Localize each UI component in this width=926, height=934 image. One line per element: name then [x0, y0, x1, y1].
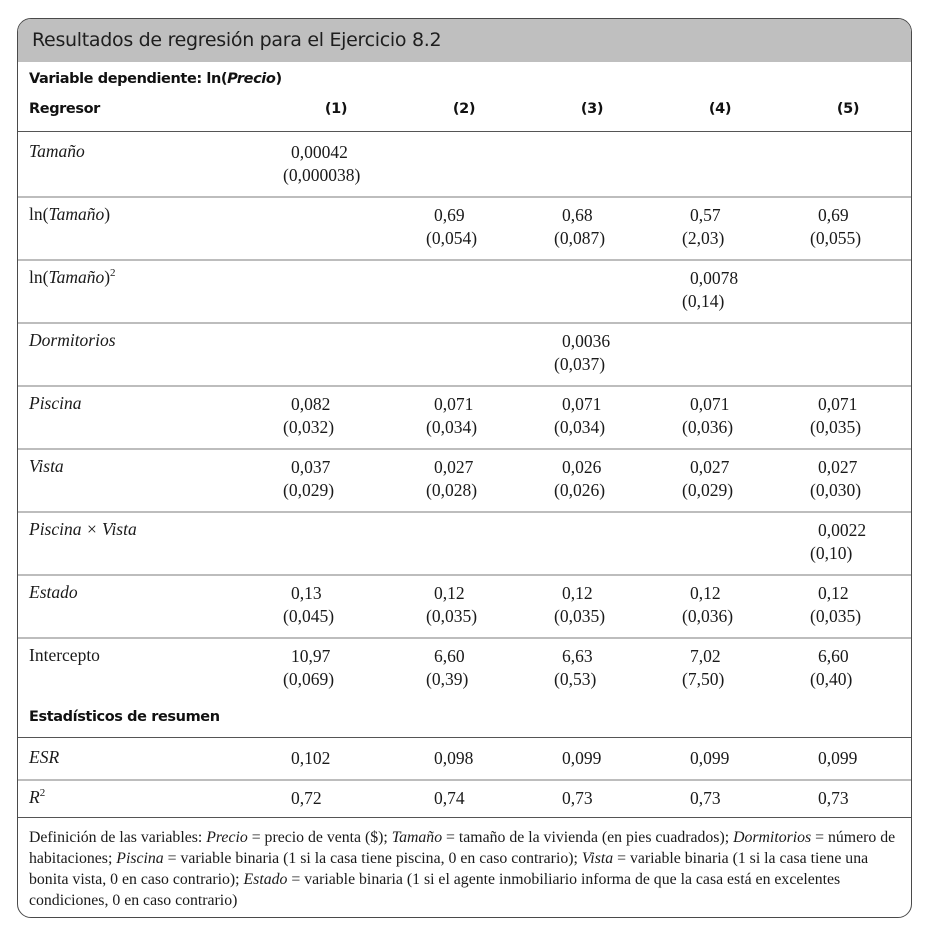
- footnote-text: = número de habitaciones;: [29, 829, 896, 867]
- column-header-4: (4): [708, 101, 732, 117]
- coefficient-value: 0,071: [562, 394, 602, 414]
- coefficient-cell: [554, 456, 605, 502]
- variable-name: Tamaño: [48, 204, 105, 224]
- variable-name: Estado: [243, 871, 288, 888]
- statistic-value: 0,099: [562, 748, 602, 768]
- coefficient-cell: [554, 393, 605, 439]
- standard-error: (0,000038): [283, 165, 361, 185]
- label-prefix: ln(: [29, 204, 49, 224]
- standard-error: (0,14): [682, 291, 725, 311]
- statistic-label: [29, 787, 45, 808]
- statistic-name: R: [29, 787, 40, 807]
- column-header-1: (1): [324, 101, 348, 117]
- coefficient-value: 0,69: [818, 205, 849, 225]
- coefficient-value: 0,57: [690, 205, 721, 225]
- superscript: 2: [110, 267, 116, 280]
- footnote-rule: [18, 817, 911, 818]
- coefficient-cell: [554, 204, 605, 250]
- standard-error: (0,035): [810, 417, 862, 437]
- statistic-value: 0,098: [434, 748, 474, 768]
- dependent-variable-label: Variable dependiente: ln(Precio): [29, 71, 282, 87]
- regressor-row: [18, 133, 911, 196]
- standard-error: (0,028): [426, 480, 478, 500]
- label-suffix: ): [104, 267, 111, 287]
- regressor-row: [18, 385, 911, 448]
- summary-row: [18, 739, 911, 779]
- statistic-value: 0,099: [818, 748, 858, 768]
- column-header-2: (2): [452, 101, 476, 117]
- coefficient-value: 0,026: [562, 457, 602, 477]
- standard-error: (0,055): [810, 228, 862, 248]
- coefficient-value: 0,12: [434, 583, 465, 603]
- coefficient-value: 0,12: [690, 583, 721, 603]
- variable-name: Tamaño: [29, 141, 85, 161]
- coefficient-cell: [554, 330, 610, 376]
- coefficient-cell: [810, 645, 852, 691]
- label-suffix: ): [104, 204, 111, 224]
- coefficient-cell: [810, 519, 866, 565]
- variable-name: Tamaño: [391, 829, 443, 846]
- regressor-row: [18, 322, 911, 385]
- footnote-text: = variable binaria (1 si la casa tiene piscina, 0 en caso contrario);: [163, 850, 582, 867]
- standard-error: (0,069): [283, 669, 335, 689]
- variable-name: Vista: [29, 456, 64, 476]
- variable-name: Piscina × Vista: [29, 519, 137, 539]
- coefficient-cell: [283, 141, 360, 187]
- coefficient-value: 0,13: [291, 583, 322, 603]
- statistic-value: 0,102: [291, 748, 331, 768]
- standard-error: (0,036): [682, 417, 734, 437]
- statistic-value: 0,73: [818, 788, 849, 808]
- header-rule: [18, 131, 911, 132]
- statistic-value: 0,73: [562, 788, 593, 808]
- coefficient-value: 0,071: [434, 394, 474, 414]
- regressor-row: [18, 196, 911, 259]
- label-prefix: Intercepto: [29, 645, 100, 665]
- coefficient-cell: [426, 645, 468, 691]
- column-header-row: [18, 101, 911, 131]
- standard-error: (0,026): [554, 480, 606, 500]
- column-header-5: (5): [836, 101, 860, 117]
- statistic-value: 0,099: [690, 748, 730, 768]
- standard-error: (0,032): [283, 417, 335, 437]
- standard-error: (0,037): [554, 354, 606, 374]
- coefficient-value: 0,027: [818, 457, 858, 477]
- regressor-label: [29, 330, 116, 351]
- variable-name: Vista: [581, 850, 614, 867]
- variable-name: Dormitorios: [29, 330, 116, 350]
- footnote-text: Definición de las variables:: [29, 829, 207, 846]
- standard-error: (0,035): [426, 606, 478, 626]
- variable-name: Dormitorios: [733, 829, 812, 846]
- standard-error: (0,035): [554, 606, 606, 626]
- coefficient-value: 0,027: [434, 457, 474, 477]
- regressor-row: [18, 259, 911, 322]
- coefficient-value: 0,12: [818, 583, 849, 603]
- coefficient-cell: [810, 393, 861, 439]
- coefficient-value: 0,071: [818, 394, 858, 414]
- summary-row: [18, 779, 911, 819]
- standard-error: (0,054): [426, 228, 478, 248]
- coefficient-cell: [810, 456, 861, 502]
- coefficient-value: 0,071: [690, 394, 730, 414]
- standard-error: (0,034): [554, 417, 606, 437]
- standard-error: (0,045): [283, 606, 335, 626]
- coefficient-cell: [810, 582, 861, 628]
- regressor-row: [18, 448, 911, 511]
- coefficient-value: 0,12: [562, 583, 593, 603]
- standard-error: (2,03): [682, 228, 725, 248]
- standard-error: (0,40): [810, 669, 853, 689]
- coefficient-value: 0,0078: [690, 268, 739, 288]
- regressor-row: [18, 637, 911, 700]
- coefficient-value: 0,00042: [291, 142, 348, 162]
- coefficient-cell: [682, 582, 733, 628]
- coefficient-cell: [682, 267, 738, 313]
- coefficient-value: 0,027: [690, 457, 730, 477]
- statistic-value: 0,74: [434, 788, 465, 808]
- coefficient-value: 0,68: [562, 205, 593, 225]
- footnote-text: = variable binaria (1 si el agente inmobiliario informa de que la casa está en excelentes condiciones, 0 en caso contrario): [29, 871, 841, 909]
- coefficient-value: 0,082: [291, 394, 331, 414]
- footnote-text: = tamaño de la vivienda (en pies cuadrados);: [442, 829, 734, 846]
- variable-name: Estado: [29, 582, 78, 602]
- variable-name: Tamaño: [48, 267, 105, 287]
- standard-error: (0,087): [554, 228, 606, 248]
- coefficient-cell: [426, 582, 477, 628]
- regressor-label: [29, 267, 116, 288]
- coefficient-cell: [426, 393, 477, 439]
- standard-error: (0,029): [283, 480, 335, 500]
- coefficient-value: 0,69: [434, 205, 465, 225]
- regressor-label: [29, 393, 82, 414]
- coefficient-cell: [554, 582, 605, 628]
- regressor-row: [18, 574, 911, 637]
- standard-error: (0,029): [682, 480, 734, 500]
- standard-error: (0,035): [810, 606, 862, 626]
- coefficient-value: 6,60: [818, 646, 849, 666]
- coefficient-cell: [682, 393, 733, 439]
- coefficient-cell: [682, 204, 724, 250]
- variable-definitions-footnote: [29, 827, 904, 911]
- column-header-3: (3): [580, 101, 604, 117]
- coefficient-cell: [682, 645, 724, 691]
- variable-name: Piscina: [116, 850, 164, 867]
- regressor-label: [29, 519, 137, 540]
- coefficient-value: 10,97: [291, 646, 331, 666]
- coefficient-cell: [426, 456, 477, 502]
- coefficient-value: 6,63: [562, 646, 593, 666]
- regressor-label: [29, 582, 78, 603]
- variable-name: Precio: [206, 829, 248, 846]
- coefficient-cell: [283, 582, 334, 628]
- coefficient-value: 0,0022: [818, 520, 867, 540]
- regressor-header: Regresor: [29, 101, 100, 117]
- statistic-label: [29, 747, 59, 768]
- coefficient-cell: [283, 393, 334, 439]
- coefficient-value: 0,037: [291, 457, 331, 477]
- coefficient-cell: [283, 456, 334, 502]
- table-title: Resultados de regresión para el Ejercicio 8.2: [18, 19, 911, 62]
- regression-results-table: [17, 18, 912, 918]
- coefficient-value: 7,02: [690, 646, 721, 666]
- variable-name: Piscina: [29, 393, 82, 413]
- coefficient-cell: [554, 645, 596, 691]
- summary-rule: [18, 737, 911, 738]
- coefficient-value: 0,0036: [562, 331, 611, 351]
- statistic-value: 0,72: [291, 788, 322, 808]
- footnote-text: = variable binaria (1 si la casa tiene una bonita vista, 0 en caso contrario);: [29, 850, 869, 888]
- regressor-row: [18, 511, 911, 574]
- standard-error: (0,030): [810, 480, 862, 500]
- coefficient-value: 6,60: [434, 646, 465, 666]
- footnote-text: = precio de venta ($);: [247, 829, 392, 846]
- coefficient-cell: [283, 645, 334, 691]
- regressor-label: [29, 141, 85, 162]
- coefficient-cell: [682, 456, 733, 502]
- standard-error: (0,10): [810, 543, 853, 563]
- standard-error: (0,39): [426, 669, 469, 689]
- regressor-label: [29, 645, 100, 666]
- standard-error: (0,034): [426, 417, 478, 437]
- summary-heading: Estadísticos de resumen: [29, 709, 220, 725]
- regressor-label: [29, 456, 64, 477]
- standard-error: (0,53): [554, 669, 597, 689]
- label-prefix: ln(: [29, 267, 49, 287]
- regressor-label: [29, 204, 110, 225]
- coefficient-cell: [426, 204, 477, 250]
- superscript: 2: [39, 787, 46, 800]
- standard-error: (0,036): [682, 606, 734, 626]
- statistic-name: ESR: [29, 747, 60, 767]
- coefficient-cell: [810, 204, 861, 250]
- statistic-value: 0,73: [690, 788, 721, 808]
- standard-error: (7,50): [682, 669, 725, 689]
